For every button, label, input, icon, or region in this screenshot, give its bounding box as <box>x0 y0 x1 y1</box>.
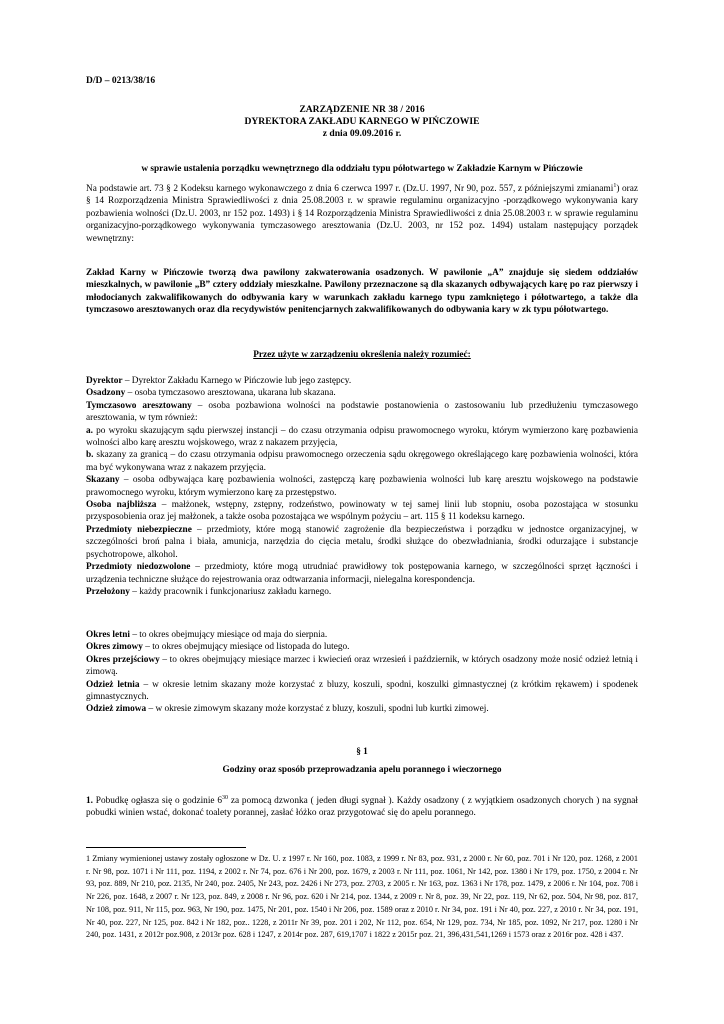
paragraph-number: 1. <box>86 796 93 806</box>
term-label: Okres letni <box>86 630 130 640</box>
definition-item-a <box>86 425 638 450</box>
term-text: – osoba tymczasowo aresztowana, ukarana lub skazana. <box>125 388 336 399</box>
definition-przelozony <box>86 586 638 598</box>
term-text: – to okres obejmujący miesiące od maja do sierpnia. <box>130 630 328 640</box>
term-text: – osoba odbywająca karę pozbawienia wolności, zastępczą karę pozbawienia wolności lub karę aresztu wojskowego na podstawie prawomocnego wyroku, którym wymierzono karę za przestępstwo. <box>86 475 638 498</box>
title-line-3: z dnia 09.09.2016 r. <box>322 128 402 139</box>
definition-osoba-najblizsza <box>86 499 638 524</box>
definitions-heading-text: Przez użyte w zarządzeniu określenia należy rozumieć: <box>253 350 471 360</box>
footnote-divider <box>86 847 246 848</box>
term-text: – to okres obejmujący miesiące od listopada do lutego. <box>142 642 350 653</box>
term-text: – to okres obejmujący miesiące marzec i kwiecień oraz wrzesień i październik, w których osadzony może nosić odzież letnią i zimową. <box>86 654 638 678</box>
term-label: Okres przejściowy <box>86 654 160 665</box>
season-letni <box>86 629 638 641</box>
term-label: Okres zimowy <box>86 642 143 653</box>
term-label: Przedmioty niebezpieczne <box>86 524 192 535</box>
definition-tymczasowo-aresztowany <box>86 400 638 425</box>
section-1-number: § 1 <box>356 747 368 757</box>
legal-basis-text-1: Na podstawie art. 73 § 2 Kodeksu karnego wykonawczego z dnia 6 czerwca 1997 r. (Dz.U. 1997, Nr 90, poz. 557, z późniejszymi zmianami <box>86 184 614 194</box>
intro-paragraph <box>86 267 638 317</box>
document-title <box>86 104 638 140</box>
paragraph-text-2: za pomocą dzwonka ( jeden długi sygnał ). Każdy osadzony ( z wyjątkiem osadzonych chorych ) na sygnał pobudki winien wstać, dokonać toalety porannej, zasłać łóżko oraz przygotować się do apelu porannego. <box>86 796 639 819</box>
definition-osadzony <box>86 387 638 399</box>
definition-skazany <box>86 474 638 499</box>
term-label: Odzież zimowa <box>86 704 147 715</box>
legal-basis-text-2: ) oraz § 14 Rozporządzenia Ministra Sprawiedliwości z dnia 25.08.2003 r. w sprawie regulaminu organizacyjno -porządkowego wykonywania kary pozbawienia wolności (Dz.U. 2003, nr 152 poz. 1493) i § 14 Rozporządzenia Ministra Sprawiedliwości z dnia 25.08.2003 r. w sprawie regulaminu organizacyjno-porządkowego wykonywania tymczasowego aresztowania (Dz.U. 2003, nr 152 poz. 1494) ustalam następujący porządek wewnętrzny: <box>86 184 638 244</box>
definitions-list <box>86 375 638 598</box>
term-label: Dyrektor <box>86 376 123 386</box>
term-text: skazany za granicą – do czasu otrzymania odpisu prawomocnego orzeczenia sądu okręgowego określającego karę pozbawienia wolności, która ma być wykonywana wraz z nakazem przyjęcia. <box>86 450 638 473</box>
legal-basis <box>86 183 638 245</box>
term-text: – w okresie zimowym skazany może korzystać z bluzy, koszuli, spodni lub kurtki zimowej. <box>146 704 489 715</box>
term-text: – przedmioty, które mogą utrudniać prawidłowy tok postępowania karnego, w szczególności sprzęt łączności i urządzenia techniczne służące do rejestrowania oraz odtwarzania informacji, nielegalna korespondencja. <box>86 562 639 585</box>
term-text: – każdy pracownik i funkcjonariusz zakładu karnego. <box>129 586 332 597</box>
term-text: – osoba pozbawiona wolności na podstawie postanowienia o zastosowaniu lub przedłużeniu tymczasowego aresztowania, w tym również: <box>86 400 638 424</box>
term-text: po wyroku skazującym sądu pierwszej instancji – do czasu otrzymania odpisu prawomocnego wyroku, którym wymierzono karę pozbawienia wolności albo karę aresztu wojskowego, wraz z nakazem przyjęcia, <box>86 425 638 449</box>
title-line-1: ZARZĄDZENIE NR 38 / 2016 <box>299 104 425 115</box>
seasons-list <box>86 629 638 716</box>
section-1-paragraph-1 <box>86 795 638 820</box>
term-text: – przedmioty, które mogą stanowić zagrożenie dla bezpieczeństwa i porządku w jednostce organizacyjnej, w szczególności broń palna i biała, amunicja, narzędzia do cięcia metalu, środki służące do obezwładniania, środki odurzające i substancje psychotropowe, alkohol. <box>86 524 638 560</box>
definitions-heading <box>86 349 638 361</box>
intro-text: Zakład Karny w Pińczowie tworzą dwa pawilony zakwaterowania osadzonych. W pawilonie „A” znajduje się siedem oddziałów mieszkalnych, w pawilonie „B” cztery oddziały mieszkalne. Pawilony przeznaczone są dla skazanych odbywających karę po raz pierwszy i młodocianych zakwalifikowanych do odbywania kary w warunkach zakładu karnego typu zamkniętego i półotwartego, a także dla tymczasowo aresztowanych oraz dla recydywistów penitencjarnych zakwalifikowanych do odbywania kary w zk typu półotwartego. <box>86 268 638 316</box>
term-label: Osadzony <box>86 388 126 399</box>
term-label: Przedmioty niedozwolone <box>86 562 191 573</box>
definition-przedmioty-niedozwolone <box>86 561 638 586</box>
footnote-text: 1 Zmiany wymienionej ustawy zostały ogłoszone w Dz. U. z 1997 r. Nr 160, poz. 1083, z 1999 r. Nr 83, poz. 931, z 2000 r. Nr 60, poz. 701 i Nr 120, poz. 1268, z 2001 r. Nr 98, poz. 1071 i Nr 111, poz. 1194, z 2002 r. Nr 74, poz. 676 i Nr 200, poz. 1679, z 2003 r. Nr 111, poz. 1061, Nr 142, poz. 1380 i Nr 179, poz. 1750, z 2004 r. Nr 93, poz. 889, Nr 210, poz. 2135, Nr 240, poz. 2405, Nr 243, poz. 2426 i Nr 273, poz. 2703, z 2005 r. Nr 163, poz. 1363 i Nr 178, poz. 1479, z 2006 r. Nr 104, poz. 708 i Nr 226, poz. 1648, z 2007 r. Nr 123, poz. 849, z 2008 r. Nr 96, poz. 620 i Nr 214, poz. 1344, z 2009 r. Nr 8, poz. 39, Nr 22, poz. 119, Nr 62, poz. 504, Nr 98, poz. 817, Nr 108, poz. 911, Nr 115, poz. 963, Nr 190, poz. 1475, Nr 201, poz. 1540 i Nr 206, poz. 1589 oraz z 2010 r. Nr 34, poz. 191 i Nr 40, poz. 227, z 2010 r. Nr 34, poz. 191, Nr 40, poz. 227, Nr 125, poz. 842 i Nr 182, poz.. 1228, z 2011r Nr 39, poz. 201 i 202, Nr 112, poz. 654, Nr 129, poz. 734, Nr 185, poz. 1092, Nr 217, poz. 1280 i Nr 240, poz. 1431, z 2012r poz.908, z 2013r poz. 628 i 1247, z 2014r poz. 287, 619,1707 i 1822 z 2015r poz. 21, 396,431,541,1269 i 1573 oraz z 2016r poz. 428 i 437. <box>86 854 638 940</box>
clothing-winter <box>86 703 638 715</box>
term-label: Skazany <box>86 475 120 486</box>
clothing-summer <box>86 679 638 704</box>
season-zimowy <box>86 641 638 653</box>
title-line-2: DYREKTORA ZAKŁADU KARNEGO W PIŃCZOWIE <box>244 116 480 127</box>
definition-przedmioty-niebezpieczne <box>86 524 638 561</box>
term-label: Osoba najbliższa <box>86 500 157 511</box>
document-reference: D/D – 0213/38/16 <box>86 76 156 86</box>
term-label: Tymczasowo aresztowany <box>86 400 192 411</box>
term-label: a. <box>86 425 93 436</box>
footnote-marker[interactable]: 1 <box>613 182 617 189</box>
time-superscript: 30 <box>222 794 229 801</box>
season-przejsciowy <box>86 654 638 679</box>
term-text: – małżonek, wstępny, zstępny, rodzeństwo, powinowaty w tej samej linii lub stopniu, osoba pozostająca w stosunku przysposobienia oraz jej małżonek, a także osoba pozostająca we wspólnym pożyciu – art. 115 § 11 kodeksu karnego. <box>86 500 638 523</box>
section-1-heading: Godziny oraz sposób przeprowadzania apelu porannego i wieczornego <box>222 765 502 776</box>
term-label: b. <box>86 450 94 461</box>
term-text: – w okresie letnim skazany może korzystać z bluzy, koszuli, spodni, koszulki gimnastycznej (z krótkim rękawem) i spodenek gimnastycznych. <box>86 679 638 703</box>
definition-item-b <box>86 449 638 474</box>
definition-dyrektor <box>86 375 638 387</box>
term-label: Odzież letnia <box>86 679 140 690</box>
section-1-header <box>86 746 638 777</box>
document-subject: w sprawie ustalenia porządku wewnętrznego dla oddziału typu półotwartego w Zakładzie Karnym w Pińczowie <box>141 164 583 174</box>
paragraph-text-1: Pobudkę ogłasza się o godzinie 6 <box>92 796 223 806</box>
term-label: Przełożony <box>86 586 130 597</box>
term-text: – Dyrektor Zakładu Karnego w Pińczowie lub jego zastępcy. <box>122 376 352 386</box>
